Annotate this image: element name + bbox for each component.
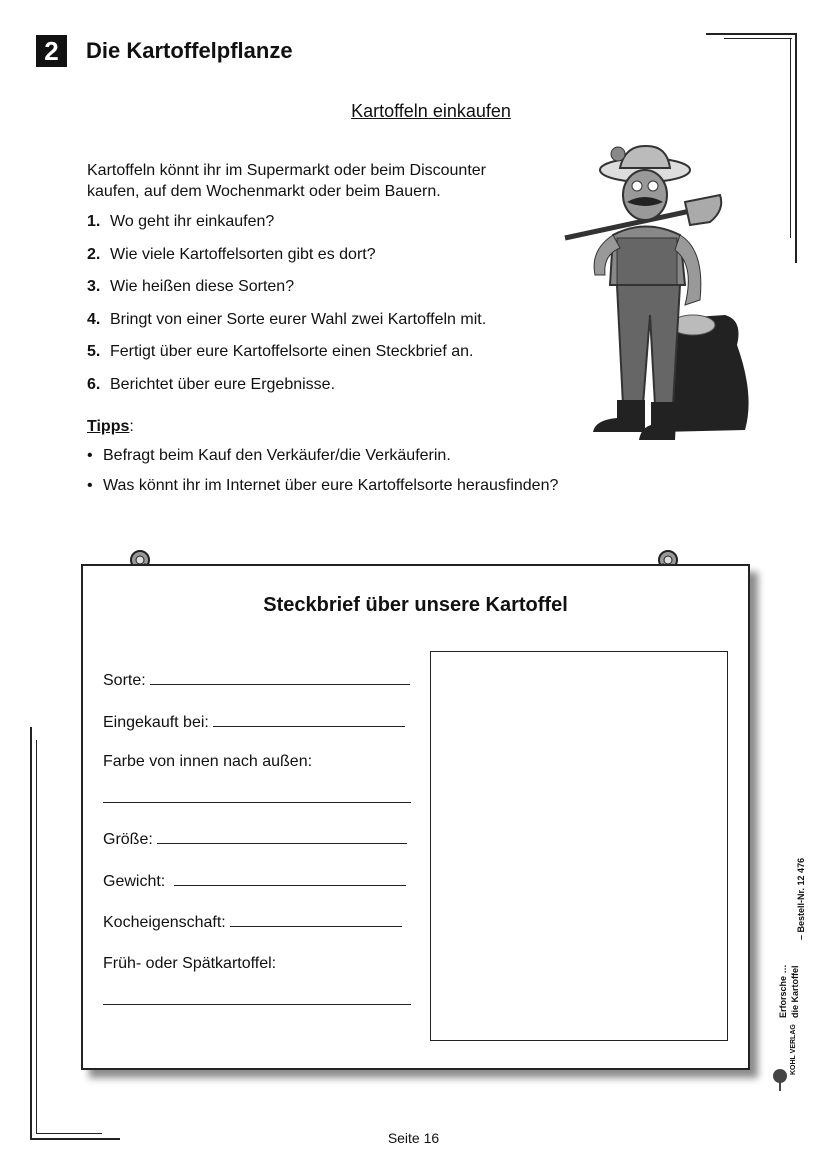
- intro-text: [87, 160, 537, 202]
- tip-item: • Befragt beim Kauf den Verkäufer/die Verkäuferin.: [87, 447, 451, 464]
- chapter-number: 2: [36, 35, 67, 67]
- frame-line-left: [30, 727, 32, 1139]
- task-item: 5. Fertigt über eure Kartoffelsorte einen Steckbrief an.: [87, 343, 474, 360]
- frame-line-right-inner: [790, 38, 791, 238]
- task-list: [87, 213, 557, 408]
- blank-line[interactable]: [230, 912, 402, 927]
- task-item: 6. Berichtet über eure Ergebnisse.: [87, 375, 336, 393]
- blank-line[interactable]: [103, 788, 411, 803]
- tip-item: • Was könnt ihr im Internet über eure Kartoffelsorte herausfinden?: [87, 477, 559, 494]
- frame-line-top-inner: [724, 38, 792, 39]
- picture-box[interactable]: [430, 651, 728, 1041]
- field-frueh-spaet: Früh- oder Spätkartoffel:: [103, 955, 277, 972]
- card-title: Steckbrief über unsere Kartoffel: [263, 594, 568, 616]
- field-kocheigenschaft: Kocheigenschaft:: [103, 912, 402, 932]
- task-item: 1. Wo geht ihr einkaufen?: [87, 213, 275, 230]
- intro-line: kaufen, auf dem Wochenmarkt oder beim Bauern.: [87, 183, 441, 200]
- blank-line[interactable]: [213, 712, 405, 727]
- blank-line[interactable]: [174, 871, 406, 886]
- farmer-illustration: [555, 140, 760, 445]
- order-number: – Bestell-Nr. 12 476: [796, 857, 806, 940]
- section-subtitle: Kartoffeln einkaufen: [351, 101, 511, 121]
- profile-card: [81, 564, 750, 1070]
- field-farbe-line: [103, 788, 411, 808]
- publisher-info: die Kartoffel: [790, 965, 800, 1018]
- tree-logo-icon: [770, 1068, 790, 1093]
- field-sorte: Sorte:: [103, 670, 410, 690]
- field-farbe: Farbe von innen nach außen:: [103, 753, 313, 770]
- field-eingekauft: Eingekauft bei:: [103, 712, 405, 732]
- frame-line-left-inner: [36, 740, 37, 1133]
- tips-heading: Tipps:: [87, 418, 134, 435]
- field-frueh-spaet-line: [103, 990, 411, 1010]
- task-item: 4. Bringt von einer Sorte eurer Wahl zwei Kartoffeln mit.: [87, 310, 487, 328]
- publisher-logo: KOHL VERLAG: [790, 1024, 797, 1075]
- field-groesse: Größe:: [103, 829, 407, 849]
- task-item: 3. Wie heißen diese Sorten?: [87, 278, 295, 295]
- tips-list: [87, 447, 558, 507]
- field-gewicht: Gewicht:: [103, 871, 406, 891]
- frame-line-top: [706, 33, 796, 35]
- blank-line[interactable]: [157, 829, 407, 844]
- frame-line-right: [795, 33, 797, 263]
- page-title: Die Kartoffelpflanze: [86, 38, 293, 63]
- blank-line[interactable]: [150, 670, 410, 685]
- intro-line: Kartoffeln könnt ihr im Supermarkt oder beim Discounter: [87, 162, 486, 179]
- blank-line[interactable]: [103, 990, 411, 1005]
- publisher-info: Erforsche …: [778, 964, 788, 1018]
- page-number: Seite 16: [387, 1130, 440, 1146]
- task-item: 2. Wie viele Kartoffelsorten gibt es dort?: [87, 245, 376, 263]
